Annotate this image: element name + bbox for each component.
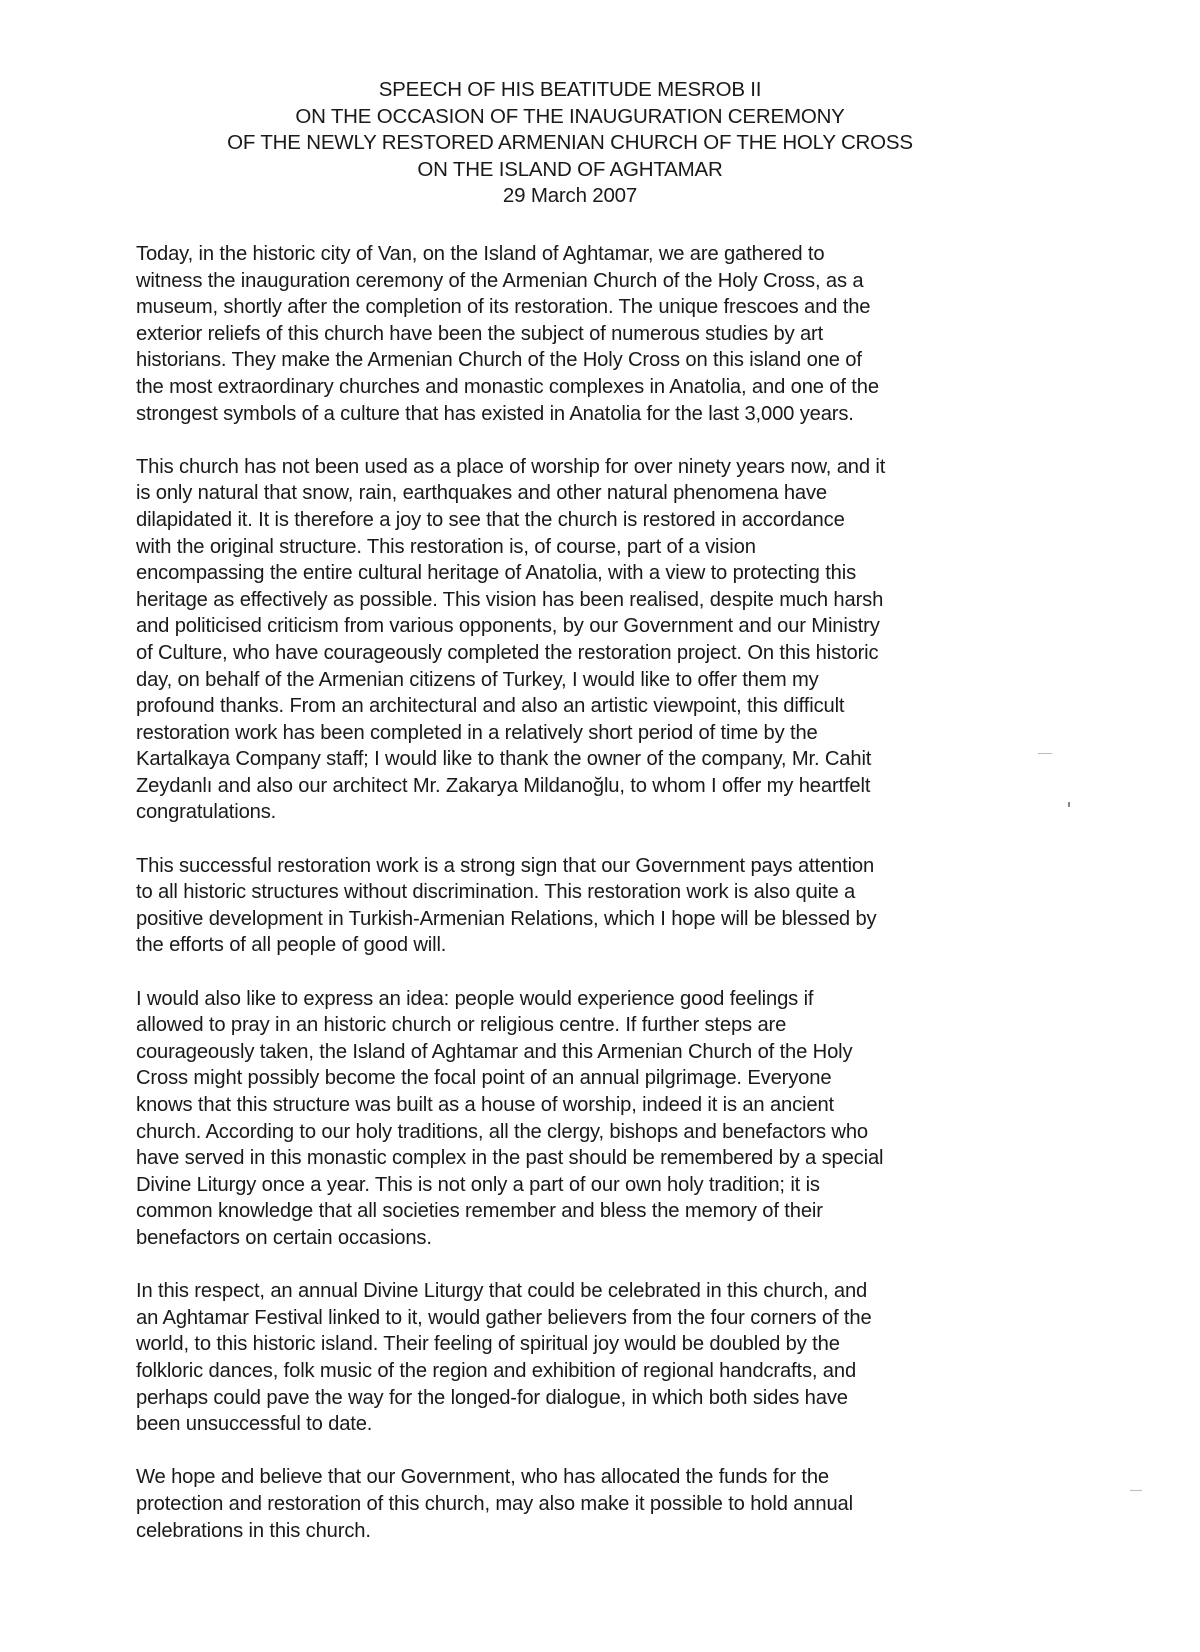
text-line: knows that this structure was built as a house of worship, indeed it is an ancient: [136, 1094, 835, 1116]
speech-body: [136, 241, 1056, 1571]
text-line: This successful restoration work is a strong sign that our Government pays attention: [136, 854, 875, 877]
text-line: Zeydanlı and also our architect Mr. Zakarya Mildanoğlu, to whom I offer my heartfelt: [136, 774, 871, 797]
text-line: I would also like to express an idea: people would experience good feelings if: [136, 987, 814, 1010]
text-line: heritage as effectively as possible. This vision has been realised, despite much harsh: [136, 588, 884, 611]
text-line: dilapidated it. It is therefore a joy to see that the church is restored in accordance: [136, 508, 845, 531]
text-line: the most extraordinary churches and monastic complexes in Anatolia, and one of the: [136, 375, 879, 398]
paragraph-festival: [136, 1278, 1056, 1438]
text-line: Divine Liturgy once a year. This is not only a part of our own holy tradition; it is: [136, 1173, 820, 1196]
text-line: and politicised criticism from various opponents, by our Government and our Ministry: [136, 615, 880, 638]
title-line: OF THE NEWLY RESTORED ARMENIAN CHURCH OF THE HOLY CROSS: [227, 131, 913, 154]
text-line: been unsuccessful to date.: [136, 1413, 373, 1436]
text-line: Kartalkaya Company staff; I would like to thank the owner of the company, Mr. Cahit: [136, 748, 872, 771]
paragraph-pilgrimage: [136, 986, 1056, 1252]
text-line: allowed to pray in an historic church or religious centre. If further steps are: [136, 1014, 787, 1037]
paragraph-introduction: [136, 241, 1056, 427]
text-line: profound thanks. From an architectural and also an artistic viewpoint, this difficult: [136, 695, 845, 718]
scan-artifact: [1068, 802, 1070, 807]
text-line: folkloric dances, folk music of the region and exhibition of regional handcrafts, and: [136, 1359, 857, 1382]
text-line: In this respect, an annual Divine Liturgy that could be celebrated in this church, and: [136, 1280, 868, 1303]
text-line: to all historic structures without discrimination. This restoration work is also quite a: [136, 881, 856, 904]
text-line: common knowledge that all societies remember and bless the memory of their: [136, 1200, 823, 1223]
text-line: strongest symbols of a culture that has existed in Anatolia for the last 3,000 years.: [136, 402, 854, 425]
text-line: day, on behalf of the Armenian citizens of Turkey, I would like to offer them my: [136, 668, 819, 691]
text-line: world, to this historic island. Their feeling of spiritual joy would be doubled by the: [136, 1333, 840, 1356]
text-line: Today, in the historic city of Van, on the Island of Aghtamar, we are gathered to: [136, 243, 825, 265]
scan-artifact: [1038, 753, 1052, 754]
text-line: celebrations in this church.: [136, 1519, 371, 1542]
text-line: with the original structure. This restoration is, of course, part of a vision: [136, 535, 756, 558]
text-line: historians. They make the Armenian Church of the Holy Cross on this island one of: [136, 349, 862, 372]
text-line: of Culture, who have courageously completed the restoration project. On this historic: [136, 641, 879, 664]
text-line: church. According to our holy traditions, all the clergy, bishops and benefactors who: [136, 1120, 868, 1143]
text-line: museum, shortly after the completion of its restoration. The unique frescoes and the: [136, 296, 871, 319]
text-line: witness the inauguration ceremony of the Armenian Church of the Holy Cross, as a: [136, 269, 864, 292]
speech-date: 29 March 2007: [502, 184, 638, 207]
text-line: This church has not been used as a place of worship for over ninety years now, and it: [136, 455, 886, 478]
title-line: SPEECH OF HIS BEATITUDE MESROB II: [378, 78, 762, 101]
paragraph-government: [136, 853, 1056, 959]
text-line: courageously taken, the Island of Aghtamar and this Armenian Church of the Holy: [136, 1040, 853, 1063]
paragraph-conclusion: [136, 1464, 1056, 1544]
text-line: positive development in Turkish-Armenian Relations, which I hope will be blessed by: [136, 907, 877, 930]
text-line: an Aghtamar Festival linked to it, would gather believers from the four corners of the: [136, 1306, 872, 1329]
speech-title: [0, 77, 1140, 210]
text-line: is only natural that snow, rain, earthquakes and other natural phenomena have: [136, 482, 827, 505]
text-line: have served in this monastic complex in the past should be remembered by a special: [136, 1147, 884, 1170]
text-line: protection and restoration of this church, may also make it possible to hold annual: [136, 1492, 853, 1515]
title-line: ON THE ISLAND OF AGHTAMAR: [417, 157, 723, 181]
text-line: encompassing the entire cultural heritage of Anatolia, with a view to protecting this: [136, 562, 857, 585]
text-line: the efforts of all people of good will.: [136, 934, 447, 957]
text-line: exterior reliefs of this church have been the subject of numerous studies by art: [136, 322, 824, 345]
text-line: perhaps could pave the way for the longed-for dialogue, in which both sides have: [136, 1386, 848, 1409]
text-line: Cross might possibly become the focal point of an annual pilgrimage. Everyone: [136, 1067, 832, 1090]
text-line: restoration work has been completed in a relatively short period of time by the: [136, 721, 818, 744]
text-line: benefactors on certain occasions.: [136, 1226, 432, 1249]
title-line: ON THE OCCASION OF THE INAUGURATION CEREMONY: [295, 104, 845, 128]
text-line: congratulations.: [136, 801, 277, 824]
text-line: We hope and believe that our Government, who has allocated the funds for the: [136, 1466, 829, 1489]
paragraph-restoration: [136, 454, 1056, 826]
scan-artifact: [1130, 1490, 1142, 1491]
